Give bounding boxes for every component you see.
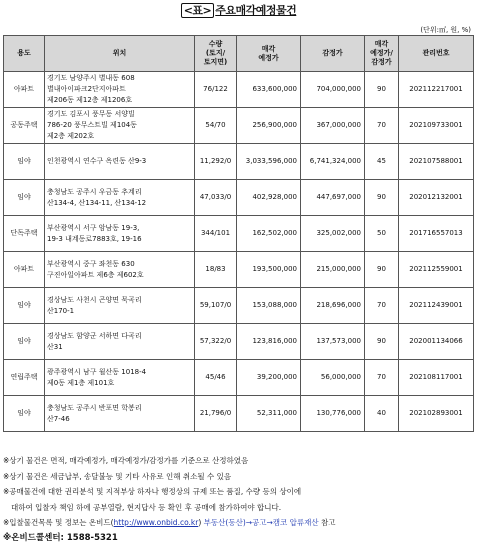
location-line: 산170-1 — [47, 306, 75, 315]
location-line: 충청남도 공주시 우금동 추계리 — [47, 187, 142, 196]
cell-location — [45, 216, 195, 252]
cell-sale-price: 256,900,000 — [237, 108, 301, 144]
cell-area: 18/83 — [195, 252, 237, 288]
cell-appraisal: 56,000,000 — [301, 360, 365, 396]
location-line: 충청남도 공주시 반포면 학봉리 — [47, 403, 142, 412]
cell-appraisal: 367,000,000 — [301, 108, 365, 144]
title-text: 주요매각예정물건 — [215, 4, 297, 17]
cell-area: 344/101 — [195, 216, 237, 252]
note-4-prefix: ※입찰물건목록 및 정보는 온비드( — [3, 518, 114, 527]
location-line: 경상남도 함양군 서하면 다곡리 — [47, 331, 142, 340]
cell-location — [45, 252, 195, 288]
cell-appraisal: 218,696,000 — [301, 288, 365, 324]
note-2: ※상기 물건은 세금납부, 송달불능 및 기타 사유로 인해 취소될 수 있음 — [3, 471, 232, 481]
header-use: 용도 — [4, 36, 45, 72]
cell-ratio: 90 — [365, 180, 399, 216]
table-body — [4, 72, 474, 432]
cell-area: 54/70 — [195, 108, 237, 144]
cell-appraisal: 447,697,000 — [301, 180, 365, 216]
note-4 — [3, 515, 473, 531]
cell-area: 21,796/0 — [195, 396, 237, 432]
cell-area: 57,322/0 — [195, 324, 237, 360]
location-line: 제2층 제202호 — [47, 132, 95, 140]
cell-mgmt-no: 201716557013 — [399, 216, 474, 252]
cell-mgmt-no: 202112559001 — [399, 252, 474, 288]
header-sale-price-line1: 매각 — [261, 44, 276, 53]
cell-use: 임야 — [4, 396, 45, 432]
location-line: 제0동 제1층 제101호 — [47, 378, 115, 387]
cell-use: 연립주택 — [4, 360, 45, 396]
cell-location — [45, 72, 195, 108]
property-table — [3, 35, 474, 432]
header-location: 위치 — [45, 36, 195, 72]
cell-ratio: 70 — [365, 108, 399, 144]
cell-use: 임야 — [4, 144, 45, 180]
header-ratio — [365, 36, 399, 72]
location-line: 786-20 풍무스트빌 제104동 — [47, 121, 137, 129]
cell-mgmt-no: 202012132001 — [399, 180, 474, 216]
title-tag: <표> — [181, 3, 215, 18]
location-line: 별내아이파크2단지아파트 — [47, 85, 126, 93]
cell-area: 47,033/0 — [195, 180, 237, 216]
table-row — [4, 324, 474, 360]
note-3-line1: ※공매물건에 대한 권리분석 및 지적부상 하자나 행정상의 규제 또는 품질, 수량 등의 상이에 — [3, 487, 302, 496]
cell-use: 단독주택 — [4, 216, 45, 252]
cell-use: 아파트 — [4, 252, 45, 288]
cell-mgmt-no: 202108117001 — [399, 360, 474, 396]
cell-location — [45, 324, 195, 360]
header-sale-price — [237, 36, 301, 72]
cell-area: 76/122 — [195, 72, 237, 108]
location-line: 산31 — [47, 342, 63, 351]
cell-mgmt-no: 202112217001 — [399, 72, 474, 108]
cell-sale-price: 39,200,000 — [237, 360, 301, 396]
cell-sale-price: 193,500,000 — [237, 252, 301, 288]
location-line: 인천광역시 연수구 옥련동 산9-3 — [47, 157, 147, 165]
cell-area: 45/46 — [195, 360, 237, 396]
cell-appraisal: 215,000,000 — [301, 252, 365, 288]
location-line: 산7-46 — [47, 414, 70, 423]
document-title — [0, 2, 477, 18]
table-row — [4, 288, 474, 324]
location-line: 제206동 제12층 제1206호 — [47, 96, 133, 104]
cell-use: 임야 — [4, 180, 45, 216]
cell-appraisal: 704,000,000 — [301, 72, 365, 108]
table-row — [4, 108, 474, 144]
cell-use: 공동주택 — [4, 108, 45, 144]
cell-sale-price: 123,816,000 — [237, 324, 301, 360]
cell-mgmt-no: 202109733001 — [399, 108, 474, 144]
cell-location — [45, 360, 195, 396]
header-area-line1: 수량 — [208, 40, 223, 48]
table-row — [4, 144, 474, 180]
location-line: 부산광역시 중구 좌천동 630 — [47, 259, 135, 268]
table-row — [4, 360, 474, 396]
cell-appraisal: 130,776,000 — [301, 396, 365, 432]
cell-sale-price: 633,600,000 — [237, 72, 301, 108]
cell-mgmt-no: 202107588001 — [399, 144, 474, 180]
table-row — [4, 216, 474, 252]
location-line: 경상남도 사천시 곤양면 묵곡리 — [47, 295, 142, 304]
cell-mgmt-no: 202102893001 — [399, 396, 474, 432]
cell-sale-price: 52,311,000 — [237, 396, 301, 432]
cell-ratio: 90 — [365, 72, 399, 108]
location-line: 산134-4, 산134-11, 산134-12 — [47, 198, 147, 207]
cell-location — [45, 144, 195, 180]
table-row — [4, 180, 474, 216]
location-line: 광주광역시 남구 월산동 1018-4 — [47, 367, 147, 376]
cell-use: 임야 — [4, 288, 45, 324]
cell-location — [45, 396, 195, 432]
table-header-row — [4, 36, 474, 72]
cell-mgmt-no: 202001134066 — [399, 324, 474, 360]
onbid-path: 부동산(동산)→공고→캠코 압류재산 — [203, 518, 319, 527]
unit-label: (단위:㎡, 원, %) — [420, 26, 471, 34]
cell-sale-price: 153,088,000 — [237, 288, 301, 324]
table-row — [4, 72, 474, 108]
header-area-line2: (토지/ — [205, 49, 226, 57]
cell-sale-price: 402,928,000 — [237, 180, 301, 216]
header-area-line3: 토지면) — [203, 58, 228, 66]
cell-ratio: 70 — [365, 360, 399, 396]
location-line: 경기도 남양주시 별내동 608 — [47, 74, 135, 82]
table-row — [4, 252, 474, 288]
cell-use: 아파트 — [4, 72, 45, 108]
cell-ratio: 45 — [365, 144, 399, 180]
cell-appraisal: 6,741,324,000 — [301, 144, 365, 180]
location-line: 구진아일아파트 제6층 제602호 — [47, 270, 144, 279]
location-line: 부산광역시 서구 암남동 19-3, — [47, 223, 140, 232]
notes-section — [3, 453, 473, 546]
onbid-link[interactable]: http://www.onbid.co.kr — [113, 518, 199, 527]
note-1: ※상기 물건은 면적, 매각예정가, 매각예정가/감정가를 기준으로 산정하였음 — [3, 456, 249, 465]
note-4-mid: ) — [198, 518, 202, 527]
cell-area: 11,292/0 — [195, 144, 237, 180]
header-ratio-line1: 매각 — [374, 40, 389, 48]
header-area — [195, 36, 237, 72]
table-row — [4, 396, 474, 432]
location-line: 경기도 김포시 풍무동 서양빌 — [47, 110, 135, 118]
cell-appraisal: 325,002,000 — [301, 216, 365, 252]
cell-sale-price: 162,502,000 — [237, 216, 301, 252]
header-sale-price-line2: 예정가 — [258, 53, 279, 62]
cell-ratio: 70 — [365, 288, 399, 324]
cell-ratio: 50 — [365, 216, 399, 252]
cell-appraisal: 137,573,000 — [301, 324, 365, 360]
cell-location — [45, 180, 195, 216]
cell-ratio: 90 — [365, 252, 399, 288]
cell-location — [45, 288, 195, 324]
header-mgmt-no: 관리번호 — [399, 36, 474, 72]
note-5-callcenter: ※온비드콜센터: 1588-5321 — [3, 532, 118, 543]
header-appraisal: 감정가 — [301, 36, 365, 72]
cell-sale-price: 3,033,596,000 — [237, 144, 301, 180]
cell-ratio: 90 — [365, 324, 399, 360]
note-3-line2: 대하여 입찰자 책임 하에 공부열람, 현지답사 등 확인 후 공매에 참가하여야 합니다. — [11, 502, 282, 512]
header-ratio-line3: 감정가 — [371, 58, 392, 66]
cell-ratio: 40 — [365, 396, 399, 432]
note-4-suffix: 참고 — [318, 518, 336, 527]
header-ratio-line2: 예정가/ — [370, 49, 393, 57]
location-line: 19-3 내계동로7883호, 19-16 — [47, 234, 142, 243]
cell-mgmt-no: 202112439001 — [399, 288, 474, 324]
cell-location — [45, 108, 195, 144]
cell-use: 임야 — [4, 324, 45, 360]
cell-area: 59,107/0 — [195, 288, 237, 324]
